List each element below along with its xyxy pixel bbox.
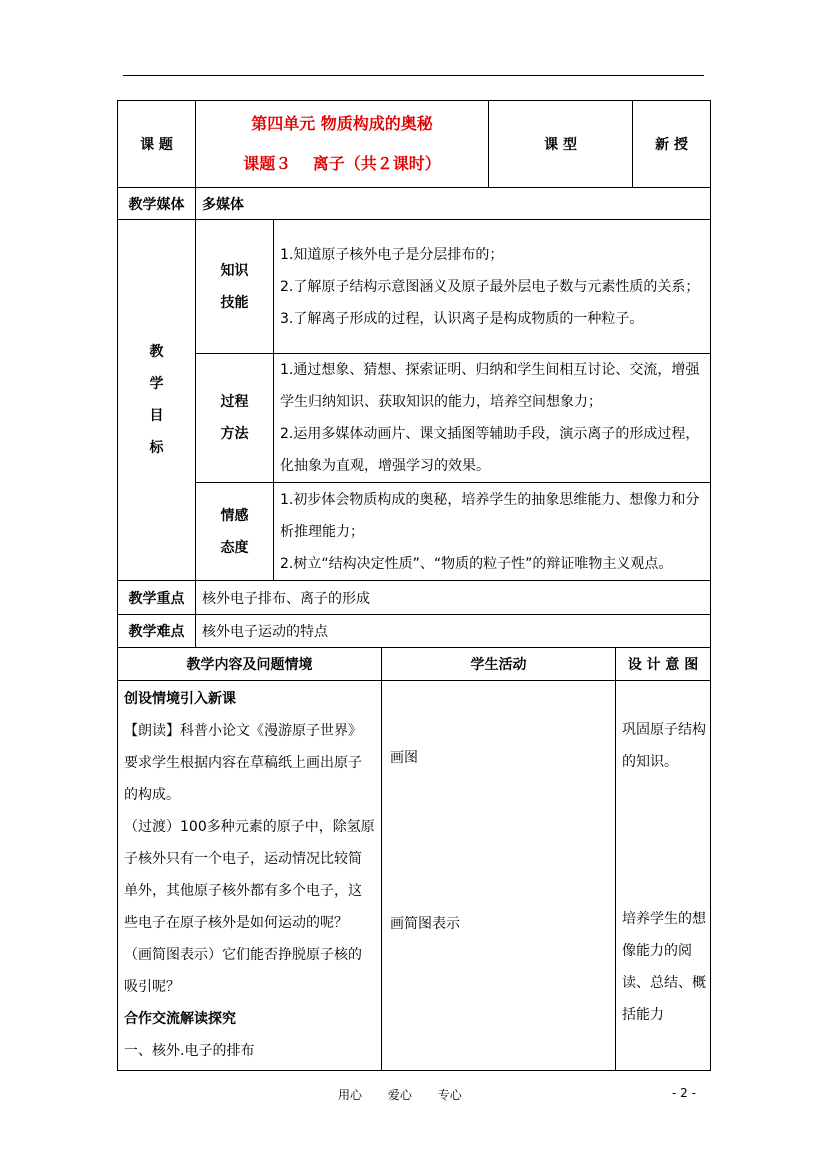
lesson-subtitle: 课题３ 离子（共２课时） xyxy=(243,154,441,173)
goals-label: 教 学 目 标 xyxy=(118,220,196,581)
media-value: 多媒体 xyxy=(196,188,711,220)
goal-attitude-items: 1.初步体会物质构成的奥秘，培养学生的抽象思维能力、想像力和分析推理能力； 2.树立“结构决定性质”、“物质的粒子性”的辩证唯物主义观点。 xyxy=(274,483,711,581)
intent-item: 巩固原子结构的知识。 xyxy=(622,722,706,770)
activity-cell xyxy=(382,681,616,1071)
paragraph: 一、核外.电子的排布 xyxy=(124,1043,255,1059)
content-cell xyxy=(118,681,382,1071)
header-rule xyxy=(123,75,704,76)
header-activity: 学生活动 xyxy=(382,648,616,681)
header-content: 教学内容及问题情境 xyxy=(118,648,382,681)
difficulty-value: 核外电子运动的特点 xyxy=(196,615,711,648)
header-intent: 设 计 意 图 xyxy=(616,648,711,681)
section-title: 创设情境引入新课 xyxy=(124,691,236,707)
goal-knowledge-items: 1.知道原子核外电子是分层排布的； 2.了解原子结构示意图涵义及原子最外层电子数与元素性质的关系； 3.了解离子形成的过程，认识离子是构成物质的一种粒子。 xyxy=(274,220,711,354)
key-points-label: 教学重点 xyxy=(118,581,196,615)
goal-process-items: 1.通过想象、猜想、探索证明、归纳和学生间相互讨论、交流，增强学生归纳知识、获取知识的能力，培养空间想象力； 2.运用多媒体动画片、课文插图等辅助手段，演示离子的形成过程，化抽象为直观，增强学习的效果。 xyxy=(274,354,711,483)
teaching-process-table xyxy=(117,647,711,1071)
section-title: 合作交流解读探究 xyxy=(124,1011,236,1027)
topic-label: 课 题 xyxy=(118,101,196,188)
type-value: 新 授 xyxy=(633,101,711,188)
intent-cell xyxy=(616,681,711,1071)
goal-process-label: 过程 方法 xyxy=(196,354,274,483)
key-points-value: 核外电子排布、离子的形成 xyxy=(196,581,711,615)
footer-motto: 用心 爱心 专心 xyxy=(338,1088,462,1102)
media-label: 教学媒体 xyxy=(118,188,196,220)
activity-item: 画简图表示 xyxy=(390,916,460,932)
difficulty-label: 教学难点 xyxy=(118,615,196,648)
lesson-title xyxy=(196,101,489,188)
goal-knowledge-label: 知识 技能 xyxy=(196,220,274,354)
paragraph: （画简图表示）它们能否挣脱原子核的吸引呢？ xyxy=(124,947,362,995)
intent-item: 培养学生的想像能力的阅读、总结、概括能力 xyxy=(622,911,706,1023)
type-label: 课 型 xyxy=(489,101,633,188)
paragraph: 【朗读】科普小论文《漫游原子世界》要求学生根据内容在草稿纸上画出原子的构成。 xyxy=(124,723,362,803)
lesson-info-table xyxy=(117,100,711,648)
activity-item: 画图 xyxy=(390,750,418,766)
page-number: - 2 - xyxy=(672,1086,696,1100)
paragraph: （过渡）100多种元素的原子中，除氢原子核外只有一个电子，运动情况比较简单外，其他原子核外都有多个电子，这些电子在原子核外是如何运动的呢？ xyxy=(124,819,375,931)
unit-title: 第四单元 物质构成的奥秘 xyxy=(251,114,433,133)
goal-attitude-label: 情感 态度 xyxy=(196,483,274,581)
